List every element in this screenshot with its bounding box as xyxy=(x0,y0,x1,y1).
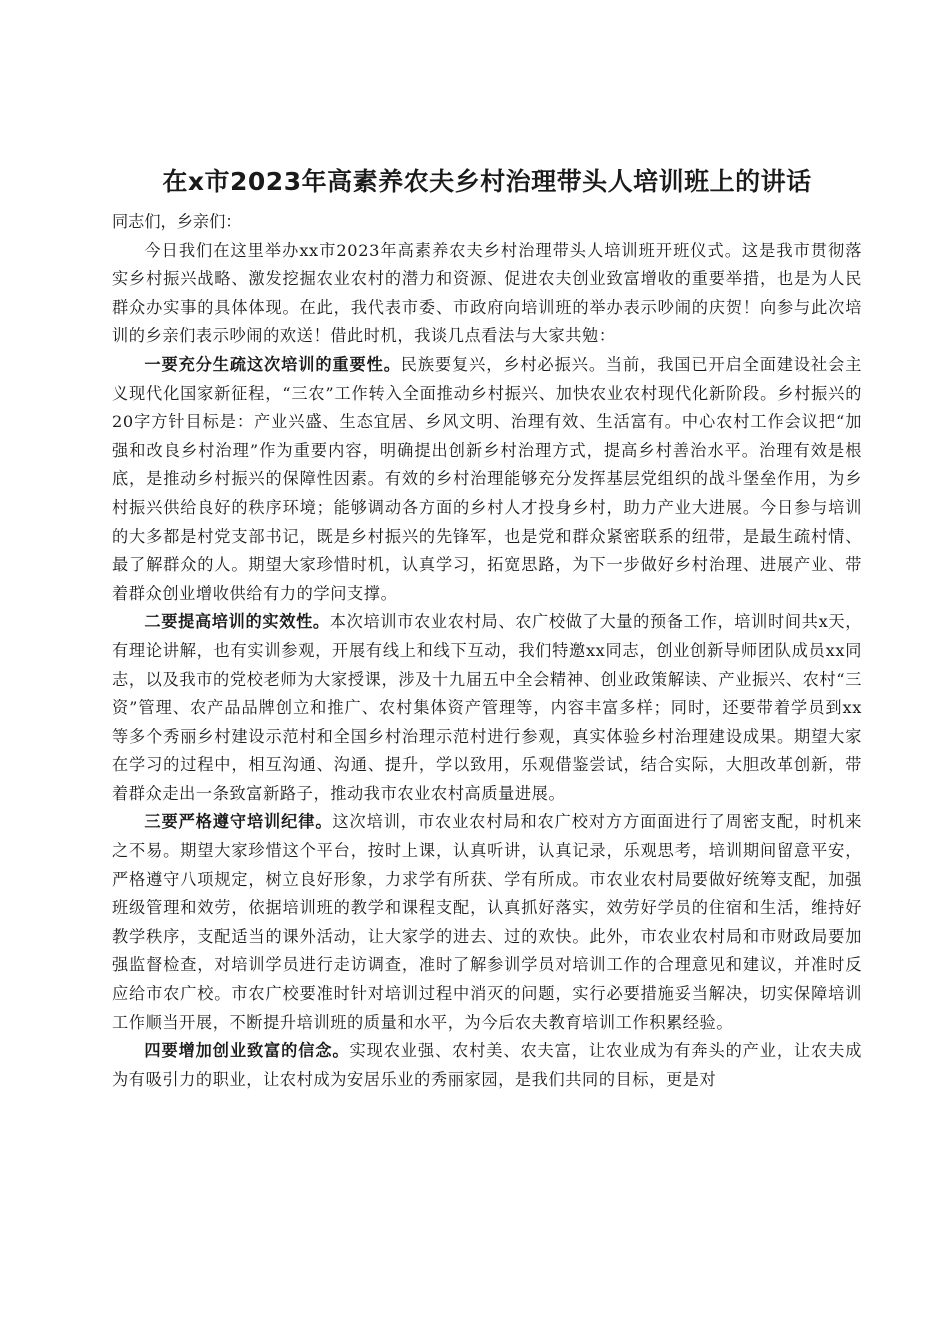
section-paragraph-1 xyxy=(112,351,862,608)
greeting: 同志们，乡亲们： xyxy=(112,212,242,231)
section-body-2: 本次培训市农业农村局、农广校做了大量的预备工作，培训时间共x天，有理论讲解，也有实训参观，开展有线上和线下互动，我们特邀xx同志，创业创新导师团队成员xx同志，以及我市的党校老师为大家授课，涉及十九届五中全会精神、创业政策解读、产业振兴、农村“三资”管理、农产品品牌创立和推广、农村集体资产管理等，内容丰富多样；同时，还要带着学员到xx等多个秀丽乡村建设示范村和全国乡村治理示范村进行参观，真实体验乡村治理建设成果。期望大家在学习的过程中，相互沟通、沟通、提升，学以致用，乐观借鉴尝试，结合实际，大胆改革创新，带着群众走出一条致富新路子，推动我市农业农村高质量进展。 xyxy=(112,612,863,803)
section-body-4: 实现农业强、农村美、农夫富，让农业成为有奔头的产业，让农夫成为有吸引力的职业，让农村成为安居乐业的秀丽家园，是我们共同的目标，更是对 xyxy=(112,1041,863,1089)
document-page xyxy=(112,160,862,1094)
section-lead-1: 一要充分生疏这次培训的重要性。 xyxy=(144,354,401,374)
section-lead-4: 四要增加创业致富的信念。 xyxy=(144,1041,350,1061)
section-lead-3: 三要严格遵守培训纪律。 xyxy=(144,812,333,832)
section-lead-2: 二要提高培训的实效性。 xyxy=(144,612,330,632)
section-paragraph-4 xyxy=(112,1037,862,1094)
document-title: 在x市2023年高素养农夫乡村治理带头人培训班上的讲话 xyxy=(162,167,812,196)
section-paragraph-3 xyxy=(112,808,862,1037)
section-body-1: 民族要复兴，乡村必振兴。当前，我国已开启全面建设社会主义现代化国家新征程，“三农”工作转入全面推动乡村振兴、加快农业农村现代化新阶段。乡村振兴的20字方针目标是：产业兴盛、生态宜居、乡风文明、治理有效、生活富有。中心农村工作会议把“加强和改良乡村治理”作为重要内容，明确提出创新乡村治理方式，提高乡村善治水平。治理有效是根底，是推动乡村振兴的保障性因素。有效的乡村治理能够充分发挥基层党组织的战斗堡垒作用，为乡村振兴供给良好的秩序环境；能够调动各方面的乡村人才投身乡村，助力产业大进展。今日参与培训的大多都是村党支部书记，既是乡村振兴的先锋军，也是党和群众紧密联系的纽带，是最生疏村情、最了解群众的人。期望大家珍惜时机，认真学习，拓宽思路，为下一步做好乡村治理、进展产业、带着群众创业增收供给有力的学问支撑。 xyxy=(112,354,863,603)
section-body-3: 这次培训，市农业农村局和农广校对方方面面进行了周密支配，时机来之不易。期望大家珍惜这个平台，按时上课，认真听讲，认真记录，乐观思考，培训期间留意平安，严格遵守八项规定，树立良好形象，力求学有所获、学有所成。市农业农村局要做好统筹支配，加强班级管理和效劳，依据培训班的教学和课程支配，认真抓好落实，效劳好学员的住宿和生活，维持好教学秩序，支配适当的课外活动，让大家学的进去、过的欢快。此外，市农业农村局和市财政局要加强监督检查，对培训学员进行走访调查，准时了解参训学员对培训工作的合理意见和建议，并准时反应给市农广校。市农广校要准时针对培训过程中消灭的问题，实行必要措施妥当解决，切实保障培训工作顺当开展，不断提升培训班的质量和水平，为今后农夫教育培训工作积累经验。 xyxy=(112,812,862,1032)
intro-paragraph: 今日我们在这里举办xx市2023年高素养农夫乡村治理带头人培训班开班仪式。这是我市贯彻落实乡村振兴战略、激发挖掘农业农村的潜力和资源、促进农夫创业致富增收的重要举措，也是为人民群众办实事的具体体现。在此，我代表市委、市政府向培训班的举办表示吵闹的庆贺！向参与此次培训的乡亲们表示吵闹的欢送！借此时机，我谈几点看法与大家共勉： xyxy=(112,240,862,346)
section-paragraph-2 xyxy=(112,608,862,808)
